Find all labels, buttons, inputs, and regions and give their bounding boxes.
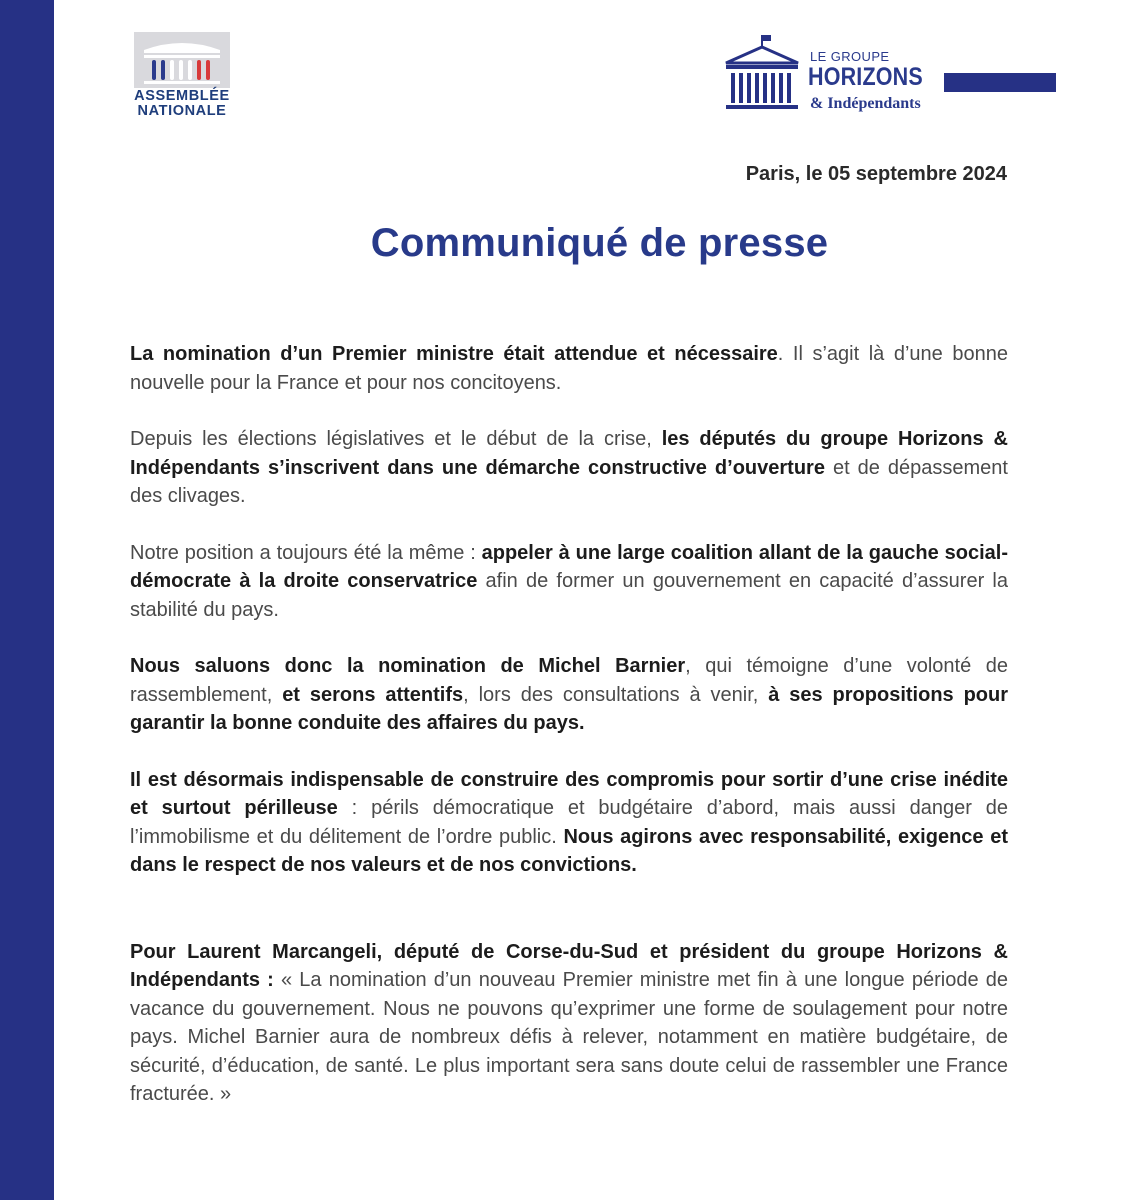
text: . Il s’agit là d’une bonne nouvelle pour la France et pour nos concitoyens. xyxy=(130,343,1008,394)
horizons-logo-bar xyxy=(944,73,1056,92)
text: « La nomination d’un nouveau Premier ministre met fin à une longue période de vacance du gouvernement. Nous ne pouvons qu’exprimer une forme de soulagement pour notre pays. Michel Barnier aura de nombreux défis à relever, notamment en matière budgétaire, de sécurité, d’éducation, de santé. Le plus important sera sans doute celui de rassembler une France fracturée. » xyxy=(130,969,1008,1105)
text: , qui témoigne d’une volonté de rassemblement, xyxy=(130,655,1009,706)
page-title: Communiqué de presse xyxy=(370,221,829,265)
paragraph-3 xyxy=(130,539,1008,625)
bold-text: Il est désormais indispensable de construire des compromis pour sortir d’une crise inédite et surtout périlleuse xyxy=(130,768,1008,819)
bold-text: La nomination d’un Premier ministre était attendue et nécessaire xyxy=(130,343,778,365)
paragraph-5 xyxy=(130,766,1008,880)
bold-text: et serons attentifs xyxy=(282,683,464,706)
assemblee-nationale-logo xyxy=(128,32,236,119)
bold-text: à ses propositions pour garantir la bonne conduite des affaires du pays. xyxy=(130,683,1009,734)
bold-text: appeler à une large coalition allant de la gauche social-démocrate à la droite conservatrice xyxy=(130,541,1008,592)
text: Depuis les élections législatives et le début de la crise, xyxy=(130,428,662,450)
press-release-body xyxy=(130,340,1008,1137)
horizons-logo xyxy=(722,33,1062,123)
side-band xyxy=(0,0,54,1200)
paragraph-6 xyxy=(130,938,1008,1109)
bold-text: Nous saluons donc la nomination de Michel Barnier xyxy=(130,655,686,677)
bold-text: Nous agirons avec responsabilité, exigence et dans le respect de nos valeurs et de nos convictions. xyxy=(130,825,1008,876)
assemblee-emblem-icon xyxy=(134,32,230,88)
text: et de dépassement des clivages. xyxy=(130,456,1008,507)
bold-text: Pour Laurent Marcangeli, député de Corse-du-Sud et président du groupe Horizons & Indépendants : xyxy=(130,940,1008,991)
horizons-logo-pretitle: LE GROUPE xyxy=(810,49,890,64)
document-date: Paris, le 05 septembre 2024 xyxy=(745,163,1007,185)
text: afin de former un gouvernement en capacité d’assurer la stabilité du pays. xyxy=(130,570,1009,621)
horizons-logo-name: HORIZONS xyxy=(808,63,923,91)
text: , lors des consultations à venir, xyxy=(463,683,769,706)
horizons-building-icon xyxy=(722,33,802,115)
bold-text: les députés du groupe Horizons & Indépendants s’inscrivent dans une démarche constructive d’ouverture xyxy=(130,428,1008,479)
paragraph-2 xyxy=(130,425,1008,511)
paragraph-1 xyxy=(130,340,1008,397)
text: Notre position a toujours été la même : xyxy=(130,541,482,564)
paragraph-4 xyxy=(130,652,1008,738)
assemblee-logo-line2: NATIONALE xyxy=(137,103,227,119)
horizons-logo-subtitle: & Indépendants xyxy=(810,95,921,112)
assemblee-logo-line1: ASSEMBLÉE xyxy=(134,88,230,104)
text: : périls démocratique et budgétaire d’abord, mais aussi danger de l’immobilisme et du délitement de l’ordre public. xyxy=(130,797,1008,848)
